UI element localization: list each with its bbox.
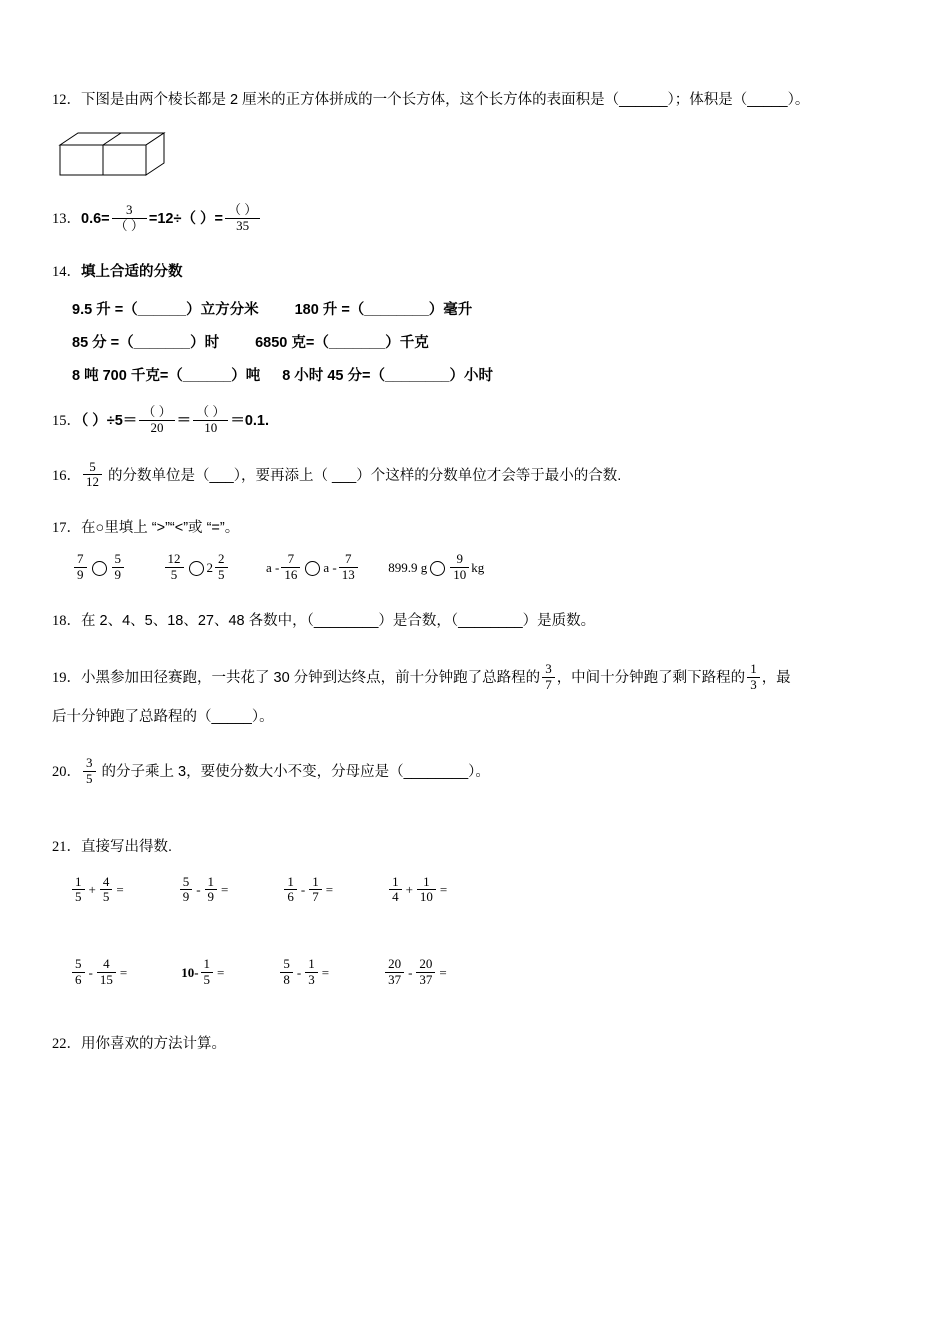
question-19-fraction-2	[747, 662, 760, 693]
calc-tail: =	[119, 965, 128, 981]
fraction-numerator: 1	[417, 875, 436, 891]
question-20-text: 的分子乘上 3，要使分数大小不变，分母应是（________）。	[97, 764, 490, 781]
calc-tail: =	[439, 965, 447, 981]
question-20-fraction	[83, 756, 96, 787]
question-20-number: 20．	[52, 764, 81, 781]
calc-item-1	[70, 875, 126, 906]
calc-item-6	[181, 957, 226, 988]
question-22-title: 用你喜欢的方法计算。	[81, 1036, 226, 1053]
question-13-expr-start: 0.6=	[81, 211, 110, 228]
fraction-denominator: 5	[218, 566, 225, 582]
fraction-denominator: 16	[284, 566, 298, 582]
fraction-denominator: 15	[99, 972, 113, 988]
question-13	[52, 203, 904, 234]
question-14-row-3	[72, 364, 904, 385]
fraction-numerator: 5	[280, 957, 293, 973]
fraction-numerator: 1	[201, 957, 214, 973]
question-21	[52, 835, 904, 860]
question-17-title: 在○里填上 “>”“<”或 “=”。	[81, 520, 240, 537]
q17-item3-left-prefix: a -	[266, 559, 280, 575]
fraction-numerator: 5	[180, 875, 193, 891]
question-18-number: 18．	[52, 612, 81, 629]
calc-tail: =	[325, 882, 334, 898]
q14-row2-right: 6850 克=（_______）千克	[255, 334, 429, 351]
calc-fraction-b	[97, 957, 116, 988]
question-15-fraction-2	[193, 405, 228, 436]
fraction-numerator: 20	[385, 957, 404, 973]
fraction-numerator: 9	[450, 552, 469, 568]
q17-item3-left-fraction	[281, 552, 300, 583]
calc-fraction-a	[385, 957, 404, 988]
fraction-denominator: 37	[388, 972, 402, 988]
calc-operator: +	[405, 882, 413, 898]
fraction-denominator: 5	[203, 972, 211, 988]
fraction-numerator: 3	[83, 756, 96, 772]
calc-item-5	[70, 957, 129, 988]
q14-row1-right: 180 升 =（________）毫升	[294, 301, 473, 318]
fraction-denominator: 7	[545, 676, 552, 692]
question-19-text-a: 小黑参加田径赛跑，一共花了 30 分钟到达终点，前十分钟跑了总路程的	[81, 669, 541, 686]
question-20	[52, 756, 904, 787]
calc-item-4	[387, 875, 449, 906]
question-16-fraction	[83, 460, 102, 491]
document-content	[52, 88, 904, 1182]
calc-operator: -	[300, 882, 306, 898]
fraction-numerator: 1	[284, 875, 297, 891]
fraction-denominator: 8	[283, 972, 290, 988]
calc-tail: =	[439, 882, 448, 898]
q14-row1-left: 9.5 升 =（______）立方分米	[72, 301, 259, 318]
question-12-text-c: ）。	[787, 92, 810, 108]
calc-fraction-b	[100, 875, 113, 906]
calc-tail: =	[217, 965, 225, 981]
fraction-denominator: 7	[312, 889, 319, 905]
fraction-numerator: 4	[97, 957, 116, 973]
question-12-number: 12．	[52, 92, 81, 108]
calc-fraction-b	[416, 957, 435, 988]
fraction-denominator: 5	[86, 771, 93, 787]
compare-circle-2[interactable]	[189, 561, 204, 576]
question-15-start: （ ）÷5＝	[81, 412, 138, 429]
calc-fraction-a	[72, 875, 85, 906]
calc-tail: =	[221, 882, 229, 898]
question-12-text-a: 下图是由两个棱长都是 2 厘米的正方体拼成的一个长方体，这个长方体的表面积是（	[81, 92, 620, 108]
fraction-numerator: （ ）	[193, 405, 228, 421]
fraction-denominator: 13	[341, 566, 355, 582]
calc-operator: -	[296, 965, 302, 981]
fraction-denominator: 6	[75, 972, 82, 988]
question-13-fraction-1	[112, 203, 147, 234]
fraction-numerator: 1	[309, 875, 322, 891]
fraction-denominator: 9	[182, 889, 190, 905]
q17-item1-left-fraction	[74, 552, 87, 583]
fraction-numerator: 20	[416, 957, 435, 973]
question-18	[52, 609, 904, 634]
question-21-row-1	[70, 875, 904, 906]
fraction-numerator: 1	[389, 875, 402, 891]
fraction-denominator: 3	[308, 972, 315, 988]
calc-fraction-b	[417, 875, 436, 906]
question-17-number: 17．	[52, 520, 81, 537]
calc-whole: 10-	[181, 965, 199, 981]
q17-item3-right-fraction	[339, 552, 358, 583]
question-15	[52, 405, 904, 436]
q14-row2-left: 85 分 =（_______）时	[72, 334, 220, 351]
calc-fraction-a	[389, 875, 402, 906]
q14-row3-right: 8 小时 45 分=（________）小时	[282, 367, 493, 384]
question-19-text-d: 后十分钟跑了总路程的（_____）。	[52, 708, 274, 725]
q17-item3-right-prefix: a -	[323, 559, 337, 575]
calc-fraction-a	[280, 957, 293, 988]
calc-operator: +	[88, 882, 96, 898]
fraction-denominator: 12	[86, 474, 99, 490]
fraction-numerator: 5	[72, 957, 85, 973]
fraction-numerator: 7	[339, 552, 358, 568]
fraction-numerator: 3	[542, 662, 555, 678]
fraction-numerator: 5	[83, 460, 102, 476]
question-21-title: 直接写出得数.	[81, 839, 173, 856]
question-12-text-b: ）；体积是（	[667, 92, 748, 108]
q14-row3-left: 8 吨 700 千克=（______）吨	[72, 367, 261, 384]
compare-circle-4[interactable]	[430, 561, 445, 576]
q17-item4-unit: kg	[471, 559, 485, 575]
fraction-numerator: 1	[305, 957, 318, 973]
fraction-denominator: 5	[102, 889, 110, 905]
fraction-denominator: 9	[207, 889, 215, 905]
question-21-row-2	[70, 957, 904, 988]
question-14	[52, 260, 904, 285]
question-14-row-1	[72, 298, 904, 319]
question-19-continued	[52, 705, 904, 730]
question-16-number: 16．	[52, 467, 81, 484]
fraction-numerator: 3	[112, 203, 147, 219]
q17-item2-right-whole: 2	[206, 559, 213, 575]
fraction-numerator: 5	[112, 552, 125, 568]
question-14-title: 填上合适的分数	[81, 264, 183, 281]
fraction-numerator: 7	[281, 552, 300, 568]
fraction-numerator: 7	[74, 552, 87, 568]
fraction-denominator: 3	[750, 676, 757, 692]
question-19	[52, 662, 904, 693]
fraction-denominator: 10	[204, 419, 218, 435]
q17-item2-left-fraction	[165, 552, 184, 583]
question-17	[52, 516, 904, 541]
calc-fraction-a	[72, 957, 85, 988]
fraction-denominator: 5	[170, 566, 178, 582]
question-15-fraction-1	[139, 405, 174, 436]
fraction-numerator: 1	[747, 662, 760, 678]
two-cubes-rectangular-solid	[56, 127, 176, 183]
calc-item-2	[178, 875, 231, 906]
fraction-numerator: （ ）	[139, 405, 174, 421]
calc-fraction-b	[201, 957, 214, 988]
compare-circle-1[interactable]	[92, 561, 107, 576]
question-21-number: 21．	[52, 839, 81, 856]
question-13-number: 13．	[52, 211, 81, 228]
question-12-blank-b: _____	[747, 92, 788, 108]
question-14-row-2	[72, 331, 904, 352]
calc-operator: -	[408, 965, 413, 981]
fraction-denominator: 20	[150, 419, 164, 435]
fraction-numerator: 1	[205, 875, 218, 891]
question-22	[52, 1032, 904, 1057]
question-16	[52, 460, 904, 491]
question-15-number: 15．	[52, 412, 81, 429]
q17-item4-left-text: 899.9 g	[388, 559, 428, 575]
question-22-number: 22．	[52, 1036, 81, 1053]
question-15-eq-1: ＝	[176, 412, 192, 429]
fraction-numerator: （ ）	[225, 203, 260, 219]
fraction-denominator: （ ）	[114, 218, 144, 234]
question-15-eq-2: ＝0.1.	[230, 412, 270, 429]
question-17-comparisons	[72, 552, 904, 583]
calc-operator: -	[88, 965, 93, 981]
calc-tail: =	[116, 882, 124, 898]
fraction-denominator: 4	[392, 889, 399, 905]
calc-item-7	[278, 957, 331, 988]
calc-tail: =	[321, 965, 330, 981]
q17-item2-right-fraction	[215, 552, 228, 583]
calc-fraction-b	[205, 875, 218, 906]
calc-item-8	[383, 957, 449, 988]
question-19-fraction-1	[542, 662, 555, 693]
calc-fraction-b	[305, 957, 318, 988]
fraction-denominator: 10	[453, 566, 467, 582]
fraction-numerator: 2	[215, 552, 228, 568]
fraction-numerator: 1	[72, 875, 85, 891]
question-16-text: 的分数单位是（___），要再添上（ ___）个这样的分数单位才会等于最小的合数.	[104, 467, 622, 484]
fraction-denominator: 9	[114, 566, 121, 582]
compare-circle-3[interactable]	[305, 561, 320, 576]
question-14-number: 14．	[52, 264, 81, 281]
q17-item4-right-fraction	[450, 552, 469, 583]
fraction-numerator: 4	[100, 875, 113, 891]
question-13-fraction-2	[225, 203, 260, 234]
question-18-text: 在 2、4、5、18、27、48 各数中，（________）是合数，（________）是质数。	[81, 612, 596, 629]
fraction-denominator: 10	[419, 889, 433, 905]
fraction-denominator: 37	[419, 972, 433, 988]
question-12	[52, 88, 904, 113]
q17-item1-right-fraction	[112, 552, 125, 583]
question-13-mid: =12÷（ ）=	[148, 211, 223, 228]
question-19-text-b: ，中间十分钟跑了剩下路程的	[556, 669, 746, 686]
fraction-denominator: 5	[75, 889, 82, 905]
question-19-text-c: ，最	[761, 669, 791, 686]
question-19-number: 19．	[52, 669, 81, 686]
fraction-denominator: 6	[287, 889, 294, 905]
calc-fraction-a	[284, 875, 297, 906]
calc-item-3	[282, 875, 335, 906]
fraction-numerator: 12	[165, 552, 184, 568]
fraction-denominator: 9	[77, 566, 84, 582]
calc-fraction-b	[309, 875, 322, 906]
fraction-denominator: 35	[236, 218, 250, 234]
calc-fraction-a	[180, 875, 193, 906]
calc-operator: -	[196, 882, 201, 898]
question-12-blank-a: ______	[619, 92, 668, 108]
